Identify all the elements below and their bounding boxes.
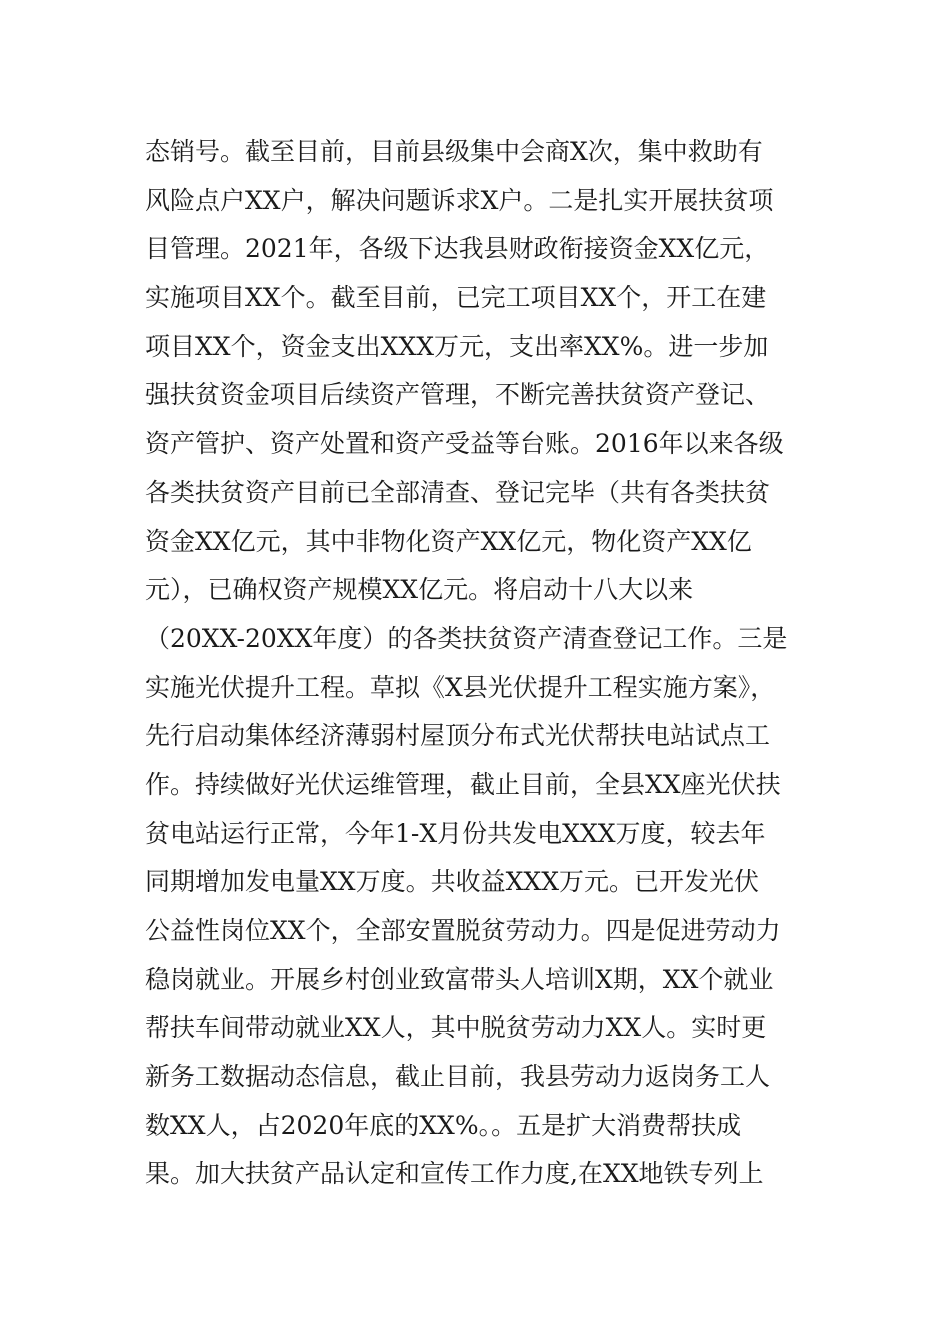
text-line: 稳岗就业。开展乡村创业致富带头人培训X期，XX个就业 xyxy=(145,964,774,994)
text-line: 实施项目XX个。截至目前，已完工项目XX个，开工在建 xyxy=(145,283,767,313)
text-line: 数XX人，占2020年底的XX%。。五是扩大消费帮扶成 xyxy=(145,1110,742,1140)
text-line: 帮扶车间带动就业XX人，其中脱贫劳动力XX人。实时更 xyxy=(145,1013,767,1043)
text-line: 同期增加发电量XX万度。共收益XXX万元。已开发光伏 xyxy=(145,867,759,897)
text-line: 元），已确权资产规模XX亿元。将启动十八大以来 xyxy=(145,575,694,605)
text-line: 态销号。截至目前，目前县级集中会商X次，集中救助有 xyxy=(145,137,763,166)
text-line: 新务工数据动态信息，截止目前，我县劳动力返岗务工人 xyxy=(145,1062,771,1092)
body-paragraph xyxy=(145,128,810,1199)
text-line: 各类扶贫资产目前已全部清查、登记完毕（共有各类扶贫 xyxy=(145,477,771,507)
text-line: 贫电站运行正常，今年1-X月份共发电XXX万度，较去年 xyxy=(145,818,766,848)
text-line: 目管理。2021年，各级下达我县财政衔接资金XX亿元， xyxy=(145,234,770,264)
text-line: 作。持续做好光伏运维管理，截止目前，全县XX座光伏扶 xyxy=(145,769,781,799)
text-line: 资金XX亿元，其中非物化资产XX亿元，物化资产XX亿 xyxy=(145,526,752,556)
text-line: 实施光伏提升工程。草拟《X县光伏提升工程实施方案》， xyxy=(145,672,776,702)
text-line: 项目XX个，资金支出XXX万元，支出率XX%。进一步加 xyxy=(145,331,769,361)
text-line: （20XX-20XX年度）的各类扶贫资产清查登记工作。三是 xyxy=(145,623,788,653)
text-line: 资产管护、资产处置和资产受益等台账。2016年以来各级 xyxy=(145,429,784,459)
text-line: 公益性岗位XX个，全部安置脱贫劳动力。四是促进劳动力 xyxy=(145,916,781,945)
text-line: 风险点户XX户，解决问题诉求X户。二是扎实开展扶贫项 xyxy=(145,185,774,215)
text-line: 果。加大扶贫产品认定和宣传工作力度,在XX地铁专列上 xyxy=(145,1159,764,1189)
text-line: 强扶贫资金项目后续资产管理，不断完善扶贫资产登记、 xyxy=(145,380,771,410)
text-line: 先行启动集体经济薄弱村屋顶分布式光伏帮扶电站试点工 xyxy=(145,721,771,751)
